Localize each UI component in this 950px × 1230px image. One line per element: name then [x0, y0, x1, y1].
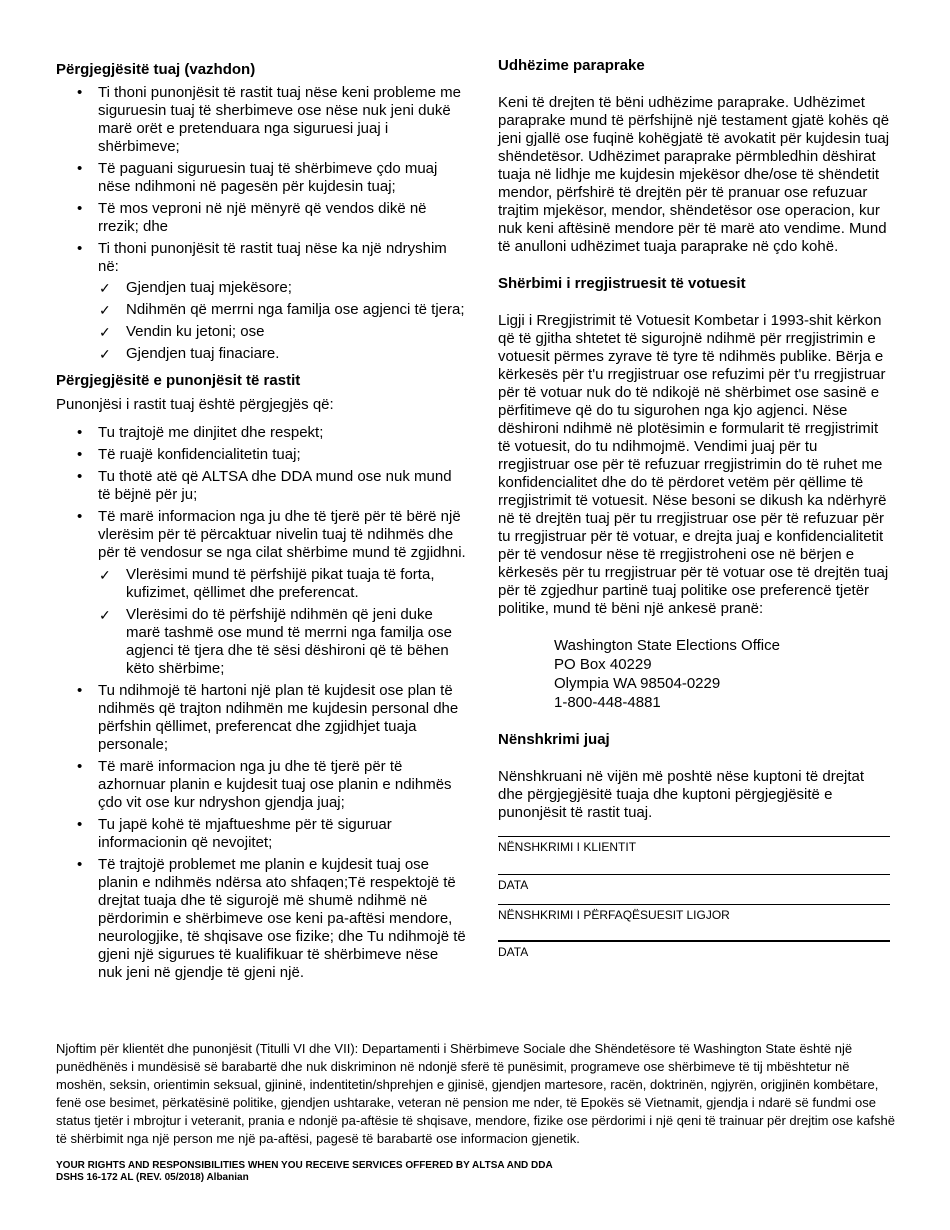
list-item: • Ti thoni punonjësit të rastit tuaj nëse keni probleme me siguruesin tuaj të sherbimeve ose nëse nuk jeni dukë marë orët e pretenduara nga siguruesi juaj i shërbimeve;	[56, 84, 466, 156]
list-item: • Të mos veproni në një mënyrë që vendos dikë në rrezik; dhe	[56, 200, 466, 236]
list-item: • Të marë informacion nga ju dhe të tjerë për të bërë një vlerësim për të përcaktuar nivelin tuaj të ndihmës dhe për të vendosur se nga cilat shërbime mund të zgjidhni.	[56, 508, 466, 562]
checklist-item: ✓ Gjendjen tuaj mjekësore;	[56, 279, 466, 297]
list-item: • Të marë informacion nga ju dhe të tjerë për të azhornuar planin e kujdesit tuaj ose planin e ndihmës çdo vit ose kur ndryshon gjendja juaj;	[56, 758, 466, 812]
left-column	[56, 56, 466, 982]
address-line: PO Box 40229	[554, 656, 652, 673]
checklist-item: ✓ Vendin ku jetoni; ose	[56, 323, 466, 341]
form-number: DSHS 16-172 AL (REV. 05/2018) Albanian	[56, 1172, 249, 1183]
client-signature-line[interactable]	[498, 822, 890, 837]
address-line: Washington State Elections Office	[554, 637, 780, 654]
section-heading-advance-directives: Udhëzime paraprake	[498, 57, 645, 74]
representative-signature-line[interactable]	[498, 892, 890, 905]
list-item: • Të paguani siguruesin tuaj të shërbimeve çdo muaj nëse ndihmoni në pagesën për kujdesin tuaj;	[56, 160, 466, 196]
section-heading-case-worker: Përgjegjësitë e punonjësit të rastit	[56, 372, 301, 389]
assessment-checklist	[56, 566, 466, 678]
elections-office-address	[498, 636, 890, 712]
case-worker-list	[56, 424, 466, 562]
form-title: YOUR RIGHTS AND RESPONSIBILITIES WHEN YOU RECEIVE SERVICES OFFERED BY ALTSA AND DDA	[56, 1160, 553, 1171]
list-item: • Të ruajë konfidencialitetin tuaj;	[56, 446, 466, 464]
representative-signature-label: NËNSHKRIMI I PËRFAQËSUESIT LIGJOR	[498, 908, 730, 922]
form-footer	[56, 1160, 898, 1184]
representative-date-line[interactable]	[498, 922, 890, 942]
signature-instructions: Nënshkruani në vijën më poshtë nëse kuptoni të drejtat dhe përgjegjësitë tuaja dhe kuptoni përgjegjësitë e punonjësit të rastit tuaj.	[498, 768, 865, 821]
list-item: • Tu trajtojë me dinjitet dhe respekt;	[56, 424, 466, 442]
list-item: • Tu ndihmojë të hartoni një plan të kujdesit ose plan të ndihmës që trajton ndihmën me kujdesin personal dhe përfshin qëllimet, preferencat dhe zgjidhjet tuaja personale;	[56, 682, 466, 754]
representative-date-label: DATA	[498, 945, 529, 959]
case-worker-list-continued	[56, 682, 466, 982]
section-heading-signature: Nënshkrimi juaj	[498, 731, 610, 748]
nondiscrimination-notice: Njoftim për klientët dhe punonjësit (Titulli VI dhe VII): Departamenti i Shërbimeve Sociale dhe Shëndetësore të Washington State është një punëdhënës i mundësisë së barabartë dhe nuk diskriminon në ndonjë sferë të punësimit, programeve ose shërbimeve të tij mbështetur në moshën, seksin, orientimin seksual, gjininë, indentitetin/shprehjen e gjinisë, gjendjen martesore, racën, doktrinën, ngjyrën, origjinën kombëtare, fenë ose besimet, përkatësinë politike, gjendjen ushtarake, veteran në pension me nder, të Epokës së Vietnamit, gjendja i ndarë së fundmi ose status tjetër i mbrojtur i veteranit, prania e ndonjë pa-aftësie të shqisave, mendore, fizike ose përdorimi i një qeni të trainuar për drejtim ose kafshë të shërbimit nga një person me një pa-aftësi, pagesë të barabartë ose informacion gjenetik.	[56, 1041, 895, 1146]
list-item: • Të trajtojë problemet me planin e kujdesit tuaj ose planin e ndihmës ndërsa ato shfaqen;Të respektojë të drejtat tuaja dhe të sigurojë më shumë ndihmë në përdorimin e shërbimeve ose keni pa-aftësi mendore, neurologjike, të shqisave ose fizike; dhe Tu ndihmojë të gjeni një sigurues të kualifikuar të shërbimeve nëse nuk jeni në gjendje të gjeni një.	[56, 856, 466, 982]
client-date-line[interactable]	[498, 854, 890, 875]
section-heading-voter-registration: Shërbimi i rregjistruesit të votuesit	[498, 275, 746, 292]
change-checklist	[56, 279, 466, 363]
checklist-item: ✓ Gjendjen tuaj finaciare.	[56, 345, 466, 363]
list-item: • Ti thoni punonjësit të rastit tuaj nëse ka një ndryshim në:	[56, 240, 466, 276]
phone-number: 1-800-448-4881	[554, 694, 661, 711]
advance-directives-text: Keni të drejten të bëni udhëzime paraprake. Udhëzimet paraprake mund të përfshijnë një testament gjatë kohës që jeni gjallë ose fuqinë kohëgjatë të avokatit për kujdesin tuaj shëndetësor. Udhëzimet paraprake përmbledhin dëshirat tuaja në lidhje me kujdesin mjekësor dhe/ose të shëndetit mendor, përfshirë të drejtën për të pranuar ose refuzuar trajtim mjekësor, mendor, shëndetësor ose operacion, kur nuk keni aftësinë mendore për të marë ato vendime. Mund të anulloni udhëzimet tuaja paraprake në çdo kohë.	[498, 94, 890, 255]
section-heading-responsibilities: Përgjegjësitë tuaj (vazhdon)	[56, 61, 256, 78]
address-line: Olympia WA 98504-0229	[554, 675, 721, 692]
list-item: • Tu thotë atë që ALTSA dhe DDA mund ose nuk mund të bëjnë për ju;	[56, 468, 466, 504]
checklist-item: ✓ Vlerësimi do të përfshijë ndihmën që jeni duke marë tashmë ose mund të merrni nga familja ose agjenci të tjera dhe të sësi dëshironi që të bëhen këto shërbime;	[56, 606, 466, 678]
case-worker-intro: Punonjësi i rastit tuaj është përgjegjës që:	[56, 396, 334, 413]
right-column	[498, 56, 890, 959]
client-signature-label: NËNSHKRIMI I KLIENTIT	[498, 840, 637, 854]
responsibilities-list	[56, 84, 466, 276]
voter-registration-text: Ligji i Rregjistrimit të Votuesit Kombetar i 1993-shit kërkon që të gjitha shtetet të sigurojnë ndihmë për rregjistrimin e votuesit përmes zyrave të tyre të ndihmës publike. Bërja e kërkesës për t'u rregjistruar ose refuzimi për t'u rregjistruar për të votuar nuk do të ndikojë në shërbimet ose sasinë e përfitimeve që do tu sigurohen nga kjo agjenci. Nëse dëshironi ndihmë në plotësimin e formularit të rregjistrimit të votuesit, do tu ndihmojmë. Vendimi juaj për tu rregjistruar ose për të refuzuar rregjistrimin do të ruhet me konfidencialitet dhe do të përdoret vetëm për qëllime të rregjistrimit të votuesit. Nëse besoni se dikush ka ndërhyrë në të drejtën tuaj për tu rregjistruar ose për të refuzuar për tu rregjistruar për të votuar, e drejta juaj e konfidencialitetit për të vendosur nëse të rregjistroheni ose në bërjen e kërkesës për tu rregjistruar për të votuar ose të drejtën tuaj për të zgjedhur partinë tuaj politike ose preferencë tjetër politike, mund të bëni një ankesë pranë:	[498, 312, 889, 617]
checklist-item: ✓ Ndihmën që merrni nga familja ose agjenci të tjera;	[56, 301, 466, 319]
client-date-label: DATA	[498, 878, 529, 892]
checklist-item: ✓ Vlerësimi mund të përfshijë pikat tuaja të forta, kufizimet, qëllimet dhe preferencat.	[56, 566, 466, 602]
list-item: • Tu japë kohë të mjaftueshme për të siguruar informacionin që nevojitet;	[56, 816, 466, 852]
